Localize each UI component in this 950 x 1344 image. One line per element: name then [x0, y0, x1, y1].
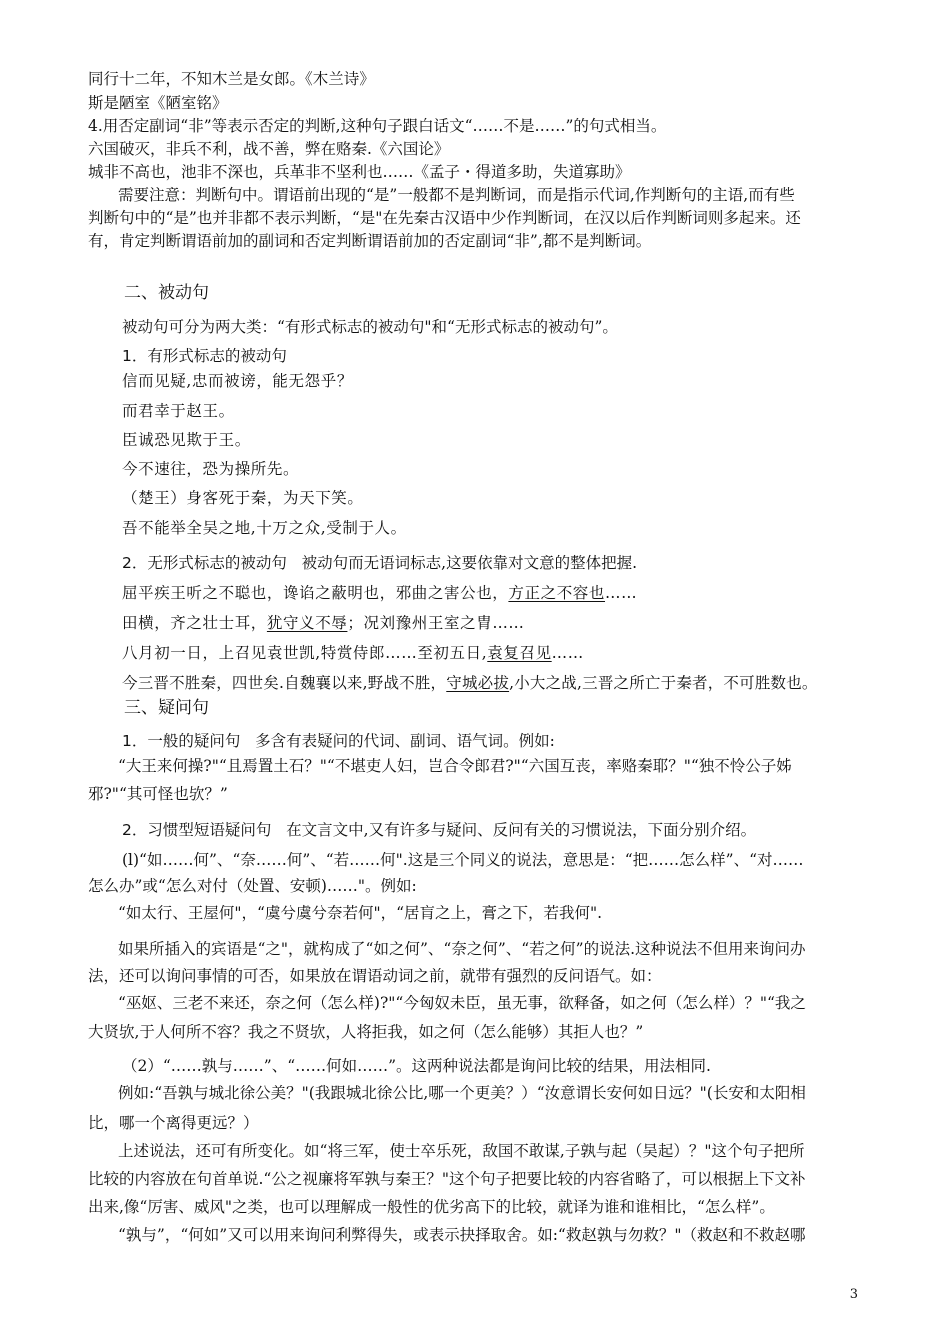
example-line: 今不速往，恐为操所先。 — [122, 460, 300, 478]
subheading-line — [122, 730, 864, 752]
subheading: 2．无形式标志的被动句 — [122, 554, 287, 572]
text-line: 六国破灭，非兵不利，战不善，弊在赂秦.《六国论》 — [88, 140, 450, 158]
example-line — [122, 582, 864, 604]
underlined-phrase: 方正之不容也 — [508, 584, 606, 602]
subheading-description: 在文言文中,又有许多与疑问、反问有关的习惯说法，下面分别介绍。 — [286, 821, 757, 839]
paragraph: 被动句可分为两大类：“有形式标志的被动句"和“无形式标志的被动句”。 — [122, 318, 618, 336]
example-text: 田横，齐之壮士耳， — [122, 614, 267, 632]
paragraph: 上述说法，还可有所变化。如“将三军，使士卒乐死，敌国不敢谋,子孰与起（吴起）？"这个句子把所 — [118, 1142, 805, 1160]
paragraph: 法，还可以询问事情的可否，如果放在谓语动词之前，就带有强烈的反问语气。如： — [88, 967, 662, 985]
underlined-phrase: 袁复召见 — [487, 644, 552, 662]
example-text: 今三晋不胜秦，四世矣.自魏襄以来,野战不胜， — [122, 674, 447, 692]
example-line: 而君幸于赵王。 — [122, 402, 235, 420]
underlined-phrase: 守城必拔 — [446, 674, 510, 692]
paragraph: （2）“……孰与……”、“……何如……”。这两种说法都是询问比较的结果，用法相同. — [122, 1057, 711, 1075]
example-line: 邪?"“其可怪也欤？” — [88, 785, 228, 803]
subheading-line — [122, 552, 864, 574]
subheading: 2．习惯型短语疑问句 — [122, 821, 272, 839]
text-line: 需要注意：判断句中。谓语前出现的“是”一般都不是判断词，而是指示代词,作判断句的主语,而有些 — [118, 186, 795, 204]
example-text: 屈平疾王听之不聪也，谗谄之蔽明也，邪曲之害公也， — [122, 584, 509, 602]
text-line: 有，肯定判断谓语前加的副词和否定判断谓语前加的否定副词“非”,都不是判断词。 — [88, 232, 652, 250]
section-heading: 三、疑问句 — [124, 698, 209, 718]
subheading-line — [122, 819, 864, 841]
subheading: 1．一般的疑问句 — [122, 732, 241, 750]
section-heading: 二、被动句 — [124, 283, 209, 303]
text-line: 判断句中的“是”也并非都不表示判断，“是"在先秦古汉语中少作判断词，在汉以后作判断词则多起来。还 — [88, 209, 801, 227]
paragraph: (l)“如……何”、“奈……何”、“若……何".这是三个同义的说法，意思是：“把……怎么样”、“对…… — [122, 851, 804, 869]
example-text: ,小大之战,三晋之所亡于秦者，不可胜数也。 — [509, 674, 818, 692]
example-line: 臣诚恐见欺于王。 — [122, 431, 251, 449]
example-line: 例如:“吾孰与城北徐公美？"(我跟城北徐公比,哪一个更美？）“汝意谓长安何如日远？"(长安和太阳相 — [118, 1084, 806, 1102]
page-number: 3 — [849, 1287, 858, 1302]
underlined-phrase: 犹守义不辱 — [266, 614, 348, 632]
paragraph: “孰与”，“何如”又可以用来询问利弊得失，或表示抉择取舍。如:“救赵孰与勿救？"（救赵和不救赵哪 — [118, 1226, 806, 1244]
text-line: 城非不高也，池非不深也，兵革非不坚利也……《孟子・得道多助，失道寡助》 — [88, 163, 631, 181]
example-line: 大贤欤,于人何所不容？我之不贤欤，人将拒我，如之何（怎么能够）其拒人也？” — [88, 1023, 644, 1041]
paragraph: 出来,像“厉害、威风"之类，也可以理解成一般性的优劣高下的比较，就译为谁和谁相比，“怎么样”。 — [88, 1198, 775, 1216]
example-line: 吾不能举全吴之地,十万之众,受制于人。 — [122, 519, 407, 537]
example-line: “如太行、王屋何"，“虞兮虞兮奈若何"，“居肓之上，膏之下，若我何". — [118, 904, 603, 922]
example-text: 八月初一日，上召见袁世凯,特赏侍郎……至初五日, — [122, 644, 488, 662]
example-line — [122, 642, 864, 664]
example-line: “大王来何操?"“且焉置土石？"“不堪吏人妇，岂合令郎君?"“六国互丧，率赂秦耶？"“独不怜公子姊 — [118, 757, 792, 775]
paragraph: 怎么办”或“怎么对付（处置、安顿)……"。例如: — [88, 877, 417, 895]
example-line: “巫妪、三老不来还，奈之何（怎么样)?"“今匈奴未臣，虽无事，欲释备，如之何（怎么样）？"“我之 — [118, 994, 806, 1012]
subheading: 1．有形式标志的被动句 — [122, 347, 287, 365]
example-line — [122, 612, 864, 634]
example-text: …… — [551, 644, 584, 662]
text-line: 同行十二年，不知木兰是女郎。《木兰诗》 — [88, 70, 375, 88]
paragraph: 如果所插入的宾语是“之"，就构成了“如之何”、“奈之何”、“若之何”的说法.这种说法不但用来询问办 — [118, 940, 806, 958]
example-line — [122, 672, 864, 694]
example-text: …… — [605, 584, 638, 602]
paragraph: 比较的内容放在句首单说.“公之视廉将军孰与秦王？"这个句子把要比较的内容省略了，可以根据上下文补 — [88, 1170, 806, 1188]
subheading-description: 多含有表疑问的代词、副词、语气词。例如: — [255, 732, 555, 750]
example-line: 信而见疑,忠而被谤，能无怨乎？ — [122, 372, 353, 390]
subheading-description: 被动句而无语词标志,这要依靠对文意的整体把握. — [301, 554, 638, 572]
example-line: 比，哪一个离得更远？） — [88, 1114, 259, 1132]
example-line: （楚王）身客死于秦，为天下笑。 — [122, 489, 364, 507]
text-line: 斯是陋室《陋室铭》 — [88, 94, 228, 112]
example-text: ；况刘豫州王室之胄…… — [347, 614, 525, 632]
text-line: 4.用否定副词“非”等表示否定的判断,这种句子跟白话文“……不是……”的句式相当。 — [88, 117, 667, 135]
